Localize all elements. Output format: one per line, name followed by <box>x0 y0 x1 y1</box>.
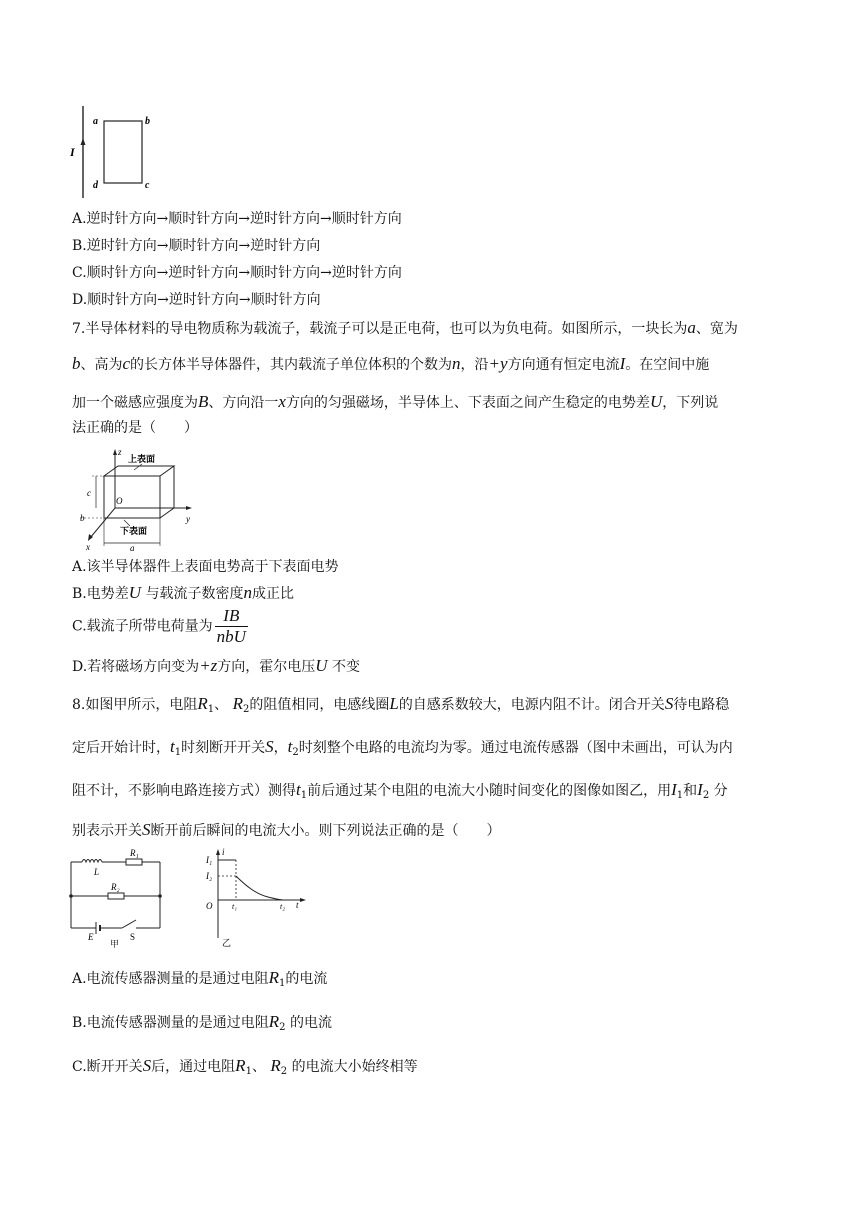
axis-t-label: t <box>296 900 299 910</box>
inductor-label: L <box>94 867 100 877</box>
loop-label-c: c <box>145 180 150 191</box>
q6-option-b: B.逆时针方向→顺时针方向→逆时针方向 <box>72 238 321 254</box>
i1-label: I₁ <box>206 855 213 865</box>
charge-fraction: $\frac{IB}{\text{nbU}}$ <box>216 606 246 646</box>
q7-option-c: C.载流子所带电荷量为 $\frac{IB}{\text{nbU}}$ <box>72 606 246 646</box>
q8-stem-line3: 阻不计，不影响电路连接方式）测得$t_1$前后通过某个电阻的电流大小随时间变化的图像如图乙，用$I_1$和$I_2$ 分 <box>72 780 728 801</box>
top-surface-label: 上表面 <box>128 454 156 464</box>
fig-yi-caption: 乙 <box>222 938 232 948</box>
loop-figure <box>66 104 166 200</box>
dim-a-label: a <box>130 543 135 553</box>
fig-jia-caption: 甲 <box>110 939 120 948</box>
loop-label-a: a <box>93 116 98 127</box>
q7-option-b: B.电势差U 与载流子数密度n成正比 <box>72 583 294 602</box>
q8-option-c: C.断开开关S后，通过电阻$R_1$、 $R_2$ 的电流大小始终相等 <box>72 1056 418 1077</box>
r2-label: R₂ <box>111 882 120 892</box>
axis-x-label: x <box>86 542 90 552</box>
current-time-graph <box>198 846 310 950</box>
q8-option-a: A.电流传感器测量的是通过电阻$R_1$的电流 <box>72 968 328 989</box>
origin-label: O <box>116 496 123 506</box>
q6-option-a: A.逆时针方向→顺时针方向→逆时针方向→顺时针方向 <box>72 211 402 227</box>
origin-o-label: O <box>206 901 213 911</box>
t2-label: t₂ <box>280 902 286 911</box>
axis-z-label: z <box>118 447 122 457</box>
q7-stem-line4: 法正确的是（ ） <box>72 420 198 436</box>
loop-label-I: I <box>70 145 75 159</box>
i2-label: I₂ <box>206 871 213 881</box>
q7-option-d: D.若将磁场方向变为+z方向，霍尔电压U 不变 <box>72 656 361 675</box>
t1-label: t₁ <box>232 902 238 911</box>
bottom-surface-label: 下表面 <box>120 526 148 536</box>
dim-c-label: c <box>87 488 91 498</box>
q7-stem-line3: 加一个磁感应强度为B、方向沿一x方向的匀强磁场，半导体上、下表面之间产生稳定的电势差U，下列说 <box>72 392 719 411</box>
emf-label: E <box>88 932 94 942</box>
q7-stem-line2: b、高为c的长方体半导体器件，其内载流子单位体积的个数为n，沿+y方向通有恒定电流I。在空间中施 <box>72 354 710 373</box>
q8-option-b: B.电流传感器测量的是通过电阻$R_2$ 的电流 <box>72 1012 332 1033</box>
switch-label: S <box>130 932 136 942</box>
q7-stem-line1: 7.半导体材料的导电物质称为载流子，载流子可以是正电荷，也可以为负电荷。如图所示，一块长为a、宽为 <box>72 318 738 337</box>
q6-option-d: D.顺时针方向→逆时针方向→顺时针方向 <box>72 292 321 308</box>
semiconductor-figure <box>70 446 200 554</box>
axis-y-label: y <box>186 514 190 524</box>
loop-label-b: b <box>145 116 150 127</box>
q8-stem-line2: 定后开始计时，$t_1$时刻断开开关S，$t_2$时刻整个电路的电流均为零。通过电流传感器（图中未画出，可认为内 <box>72 737 733 758</box>
loop-label-d: d <box>93 180 98 191</box>
circuit-figure-jia <box>66 848 166 948</box>
decay-curve <box>236 876 284 900</box>
q7-option-a: A.该半导体器件上表面电势高于下表面电势 <box>72 559 339 575</box>
q8-stem-line1: 8.如图甲所示，电阻$R_1$、 $R_2$的阻值相同，电感线圈L的自感系数较大，电源内阻不计。闭合开关S待电路稳 <box>72 694 730 715</box>
q6-option-c: C.顺时针方向→逆时针方向→顺时针方向→逆时针方向 <box>72 265 402 281</box>
r1-label: R₁ <box>130 848 139 858</box>
dim-b-label: b <box>80 513 85 523</box>
q8-stem-line4: 别表示开关S断开前后瞬间的电流大小。则下列说法正确的是（ ） <box>72 820 501 839</box>
axis-i-label: i <box>222 847 225 857</box>
